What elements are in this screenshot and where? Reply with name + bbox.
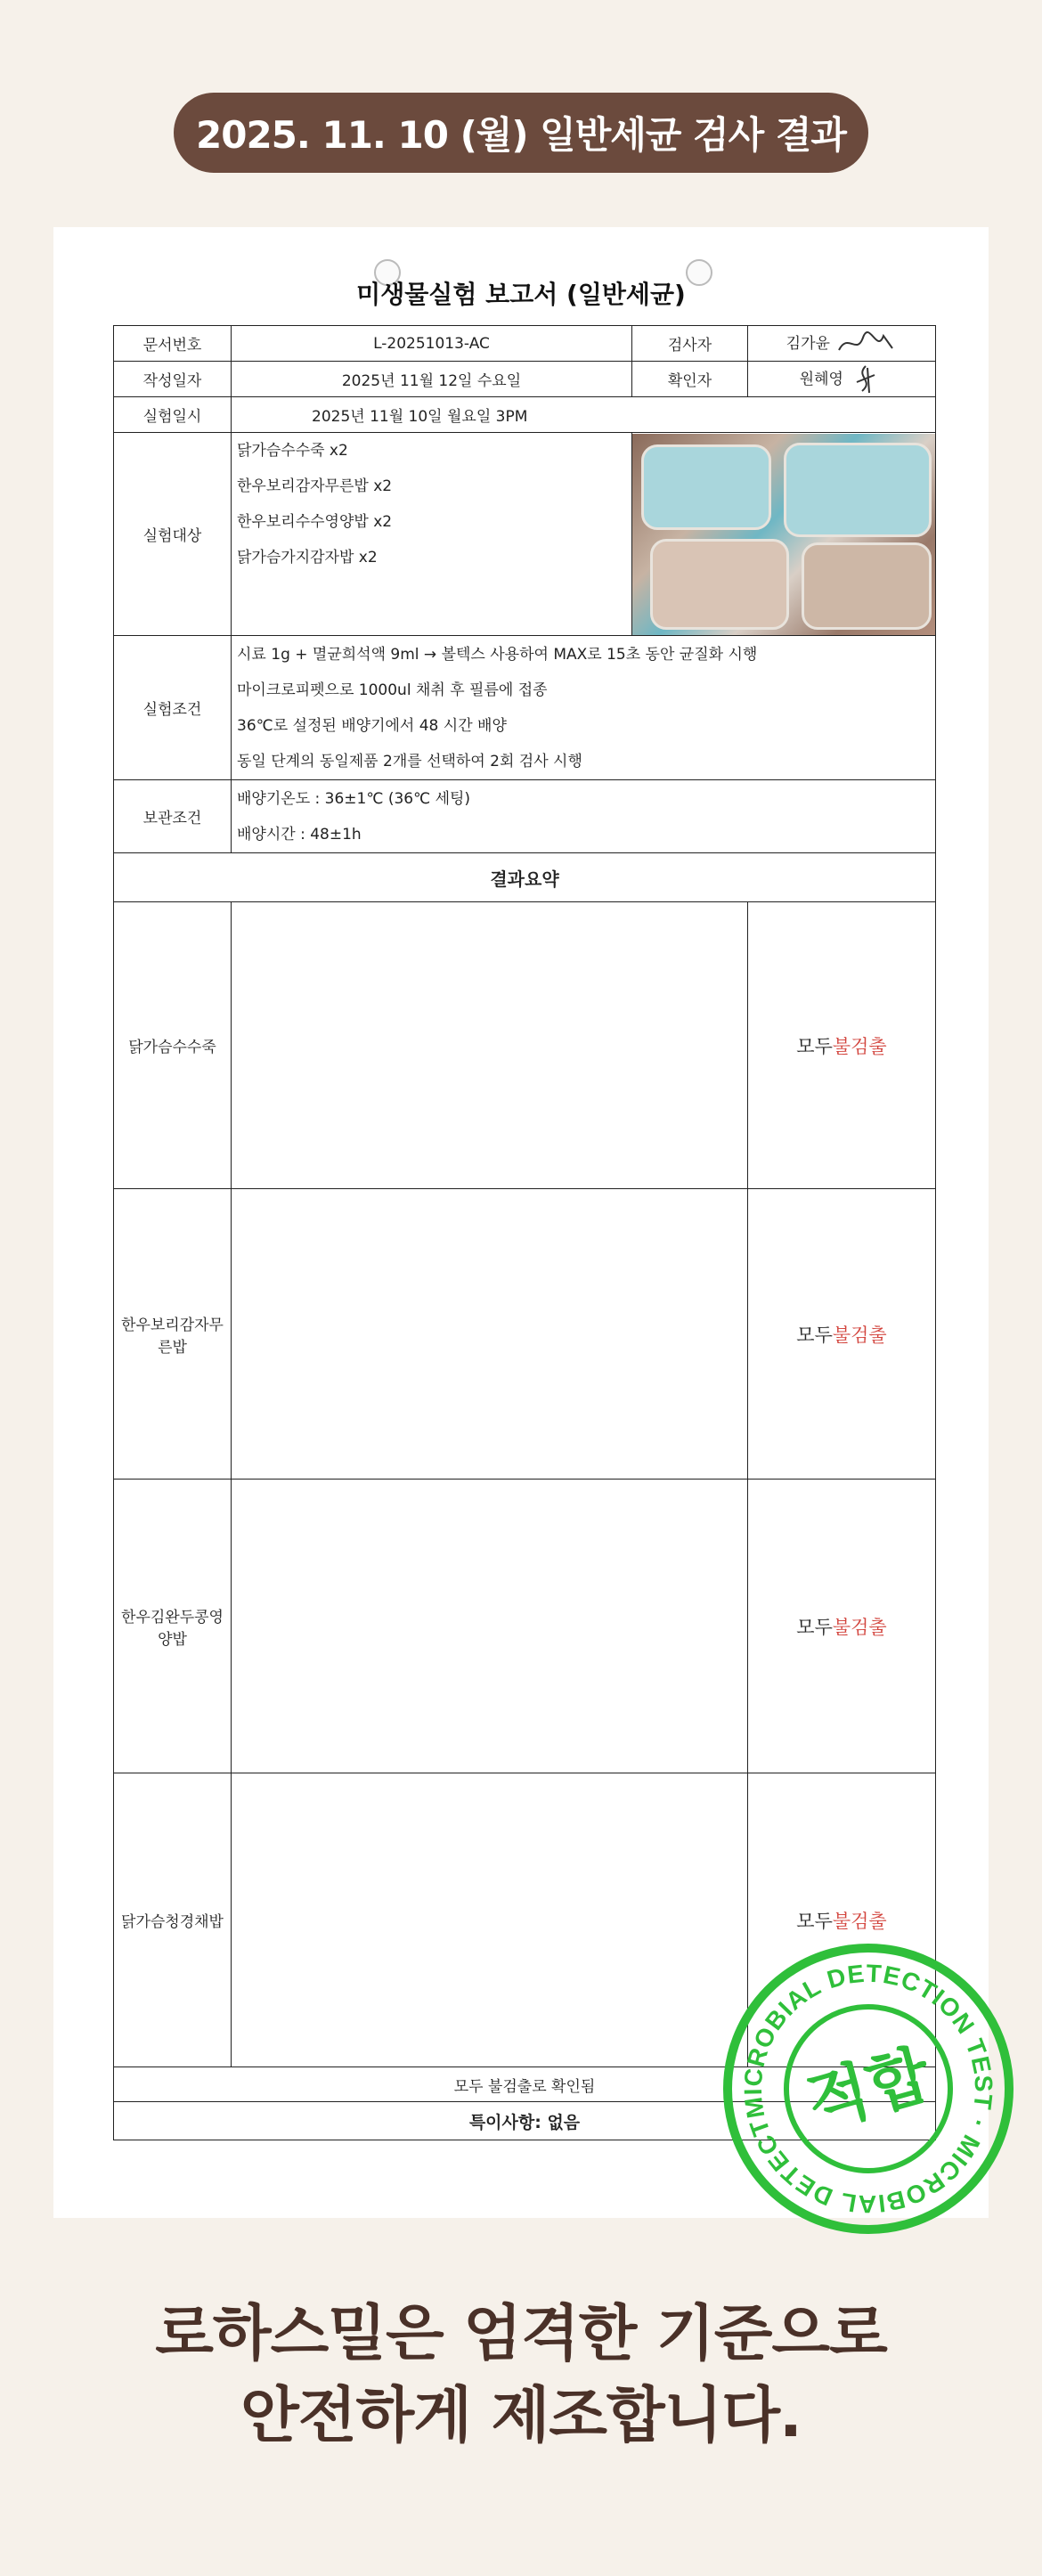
confirmer-cell [748, 362, 936, 397]
inspector-value: 김가윤 [786, 334, 830, 353]
result-product-name: 닭가슴청경채밥 [114, 1773, 232, 2067]
footer-remarks: 특이사항: 없음 [114, 2102, 936, 2140]
tagline-line2: 안전하게 제조합니다. [240, 2381, 802, 2451]
condition-item: 36℃로 설정된 배양기에서 48 시간 배양 [237, 716, 507, 735]
result-product-name: 닭가슴수수죽 [114, 902, 232, 1189]
status-not-detected: 불검출 [832, 1616, 887, 1638]
result-status: 모두불검출 [748, 1773, 936, 2067]
result-row [114, 902, 936, 1189]
target-item: 닭가슴수수죽 x2 [237, 442, 348, 460]
report-title: 미생물실험 보고서 (일반세균) [356, 280, 686, 309]
exp-date-value: 2025년 11월 10일 월요일 3PM [232, 397, 936, 433]
condition-item: 마이크로피펫으로 1000ul 채취 후 필름에 접종 [237, 681, 548, 699]
status-not-detected: 불검출 [832, 1324, 887, 1346]
pass-stamp [721, 1942, 1015, 2236]
film-images [232, 1773, 748, 2067]
inspector-cell [748, 326, 936, 362]
summary-title: 결과요약 [114, 853, 936, 902]
product-photo-cell [632, 433, 936, 636]
status-not-detected: 불검출 [832, 1910, 887, 1932]
inspector-label: 검사자 [632, 326, 748, 362]
condition-item: 동일 단계의 동일제품 2개를 선택하여 2회 검사 시행 [237, 752, 582, 770]
product-photo [632, 434, 935, 635]
storage-item: 배양시간 : 48±1h [237, 825, 362, 844]
film-images [232, 1480, 748, 1773]
result-product-name: 한우김완두콩영양밥 [114, 1480, 232, 1773]
result-status: 모두불검출 [748, 1189, 936, 1480]
target-item: 한우보리감자무른밥 x2 [237, 477, 393, 495]
confirmer-label: 확인자 [632, 362, 748, 397]
report-table [113, 325, 936, 2140]
result-status: 모두불검출 [748, 902, 936, 1189]
storage-label: 보관조건 [114, 780, 232, 853]
confirmer-signature [848, 364, 883, 395]
result-row [114, 1189, 936, 1480]
tagline [0, 2294, 1042, 2458]
lab-report-document [53, 227, 989, 2218]
written-label: 작성일자 [114, 362, 232, 397]
target-list [232, 433, 632, 636]
written-value: 2025년 11월 12일 수요일 [232, 362, 632, 397]
tagline-line1: 로하스밀은 엄격한 기준으로 [155, 2299, 887, 2369]
banner-title: 2025. 11. 10 (월) 일반세균 검사 결과 [196, 113, 846, 157]
result-status: 모두불검출 [748, 1480, 936, 1773]
doc-no-value: L-20251013-AC [232, 326, 632, 362]
storage-item: 배양기온도 : 36±1℃ (36℃ 세팅) [237, 789, 471, 808]
condition-list [232, 636, 936, 780]
storage-list [232, 780, 936, 853]
status-not-detected: 불검출 [832, 1035, 887, 1057]
target-item: 닭가슴가지감자밥 x2 [237, 549, 378, 567]
result-banner [174, 93, 868, 173]
film-images [232, 1189, 748, 1480]
film-images [232, 902, 748, 1189]
footer-summary: 모두 불검출로 확인됨 [114, 2067, 936, 2102]
result-row [114, 1480, 936, 1773]
exp-date-label: 실험일시 [114, 397, 232, 433]
condition-label: 실험조건 [114, 636, 232, 780]
result-product-name: 한우보리감자무른밥 [114, 1189, 232, 1480]
inspector-signature [834, 330, 897, 357]
target-label: 실험대상 [114, 433, 232, 636]
stamp-center-text: 적합 [798, 2036, 939, 2141]
confirmer-value: 원혜영 [799, 370, 843, 388]
target-item: 한우보리수수영양밥 x2 [237, 513, 393, 531]
doc-no-label: 문서번호 [114, 326, 232, 362]
condition-item: 시료 1g + 멸균희석액 9ml → 볼텍스 사용하여 MAX로 15초 동안 균질화 시행 [237, 645, 758, 664]
stamp-ring-text: MICROBIAL DETECTION TEST · MICROBIAL DETECTION [738, 1959, 998, 2219]
